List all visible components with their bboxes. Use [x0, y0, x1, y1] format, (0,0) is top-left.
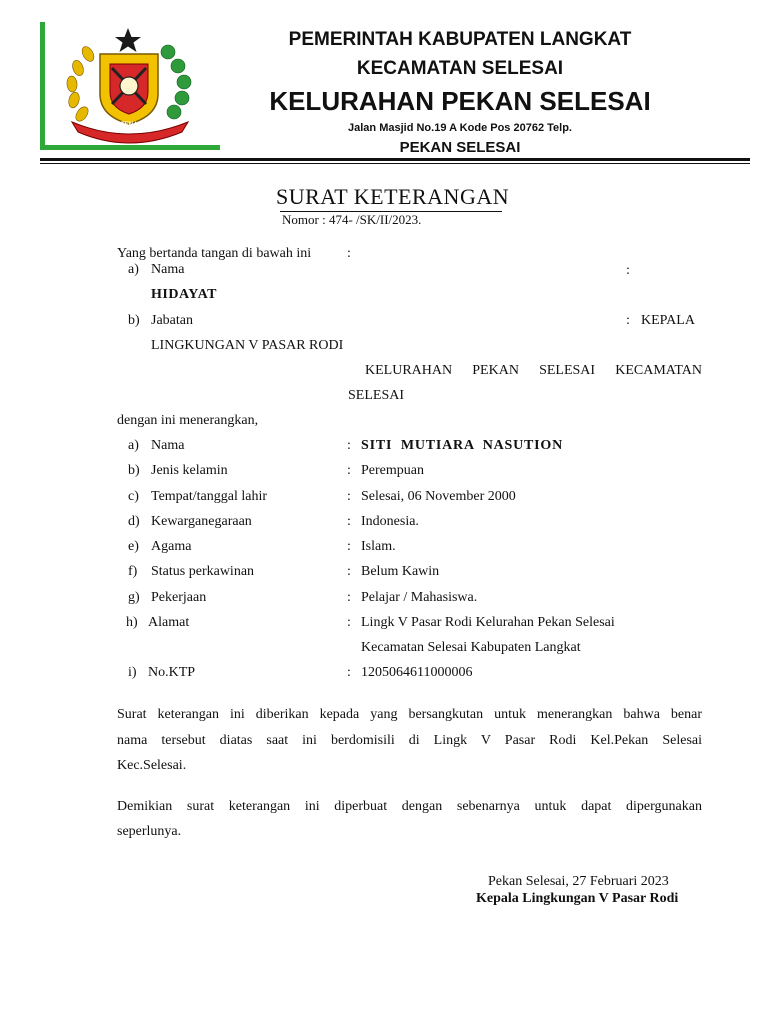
paragraph-1-line-3: Kec.Selesai.	[117, 758, 187, 773]
intro-colon: :	[347, 246, 351, 261]
field-label: No.KTP	[148, 665, 196, 680]
document-number: Nomor : 474- /SK/II/2023.	[282, 212, 422, 227]
header-place: PEKAN SELESAI	[399, 139, 521, 156]
signer-position-value-2: LINGKUNGAN V PASAR RODI	[151, 338, 344, 353]
field-label: Status perkawinan	[151, 564, 255, 579]
signer-position-colon: :	[626, 313, 630, 328]
paragraph-2-line-1: Demikian surat keterangan ini diperbuat dengan sebenarnya untuk dapat dipergunakan	[117, 799, 702, 814]
field-value: Pelajar / Mahasiswa.	[361, 590, 478, 605]
signer-position-value-3: KELURAHAN PEKAN SELESAI KECAMATAN	[365, 363, 702, 378]
header-frame-horizontal	[40, 145, 220, 150]
signer-name-colon: :	[626, 263, 630, 278]
header-government: PEMERINTAH KABUPATEN LANGKAT	[288, 29, 632, 50]
field-value: Perempuan	[361, 463, 424, 478]
field-colon: :	[347, 514, 351, 529]
field-value: Lingk V Pasar Rodi Kelurahan Pekan Selesai	[361, 615, 615, 630]
header-kecamatan: KECAMATAN SELESAI	[356, 58, 564, 79]
field-letter: c)	[128, 489, 139, 504]
field-value: 1205064611000006	[361, 665, 473, 680]
field-letter: d)	[128, 514, 140, 529]
field-label: Agama	[151, 539, 192, 554]
field-label: Pekerjaan	[151, 590, 207, 605]
intro-text: Yang bertanda tangan di bawah ini	[117, 246, 312, 261]
field-letter: b)	[128, 463, 140, 478]
address-value-line2: Kecamatan Selesai Kabupaten Langkat	[361, 640, 581, 655]
header-kelurahan: KELURAHAN PEKAN SELESAI	[269, 86, 651, 116]
signer-position-letter: b)	[128, 313, 140, 328]
field-label: Alamat	[148, 615, 190, 630]
signer-position-value-4: SELESAI	[348, 388, 404, 403]
header-address: Jalan Masjid No.19 A Kode Pos 20762 Telp.	[348, 122, 572, 134]
field-letter: h)	[126, 615, 138, 630]
field-letter: f)	[128, 564, 138, 579]
field-value: SITI MUTIARA NASUTION	[361, 438, 563, 453]
field-label: Tempat/tanggal lahir	[151, 489, 268, 504]
field-colon: :	[347, 438, 351, 453]
field-colon: :	[347, 489, 351, 504]
field-colon: :	[347, 665, 351, 680]
place-date: Pekan Selesai, 27 Februari 2023	[488, 874, 669, 889]
field-value: Indonesia.	[361, 514, 419, 529]
signer-name-letter: a)	[128, 262, 139, 277]
logo-banner-text: KABUPATEN LANGKAT	[96, 122, 164, 128]
field-colon: :	[347, 463, 351, 478]
paragraph-2-line-2: seperlunya.	[117, 824, 182, 839]
field-letter: e)	[128, 539, 139, 554]
field-letter: i)	[128, 665, 137, 680]
signer-name-value: HIDAYAT	[151, 287, 218, 302]
header-frame-vertical	[40, 22, 45, 150]
field-letter: g)	[128, 590, 140, 605]
signer-position-label: Jabatan	[151, 313, 193, 328]
signer-position-value-1: KEPALA	[641, 313, 695, 328]
paragraph-1-line-2: nama tersebut diatas saat ini berdomisili di Lingk V Pasar Rodi Kel.Pekan Selesai	[117, 733, 702, 748]
field-colon: :	[347, 564, 351, 579]
field-label: Nama	[151, 438, 185, 453]
field-value: Islam.	[361, 539, 396, 554]
field-value: Belum Kawin	[361, 564, 440, 579]
header-rule-thick	[40, 158, 750, 161]
field-colon: :	[347, 590, 351, 605]
signer-title: Kepala Lingkungan V Pasar Rodi	[476, 891, 679, 906]
field-colon: :	[347, 615, 351, 630]
field-colon: :	[347, 539, 351, 554]
field-label: Jenis kelamin	[151, 463, 228, 478]
signer-name-label: Nama	[151, 262, 185, 277]
paragraph-1-line-1: Surat keterangan ini diberikan kepada yang bersangkutan untuk menerangkan bahwa benar	[117, 707, 702, 722]
field-value: Selesai, 06 November 2000	[361, 489, 516, 504]
header-rule-thin	[40, 163, 750, 164]
field-letter: a)	[128, 438, 139, 453]
field-label: Kewarganegaraan	[151, 514, 252, 529]
declaration-text: dengan ini menerangkan,	[117, 413, 259, 428]
kabupaten-langkat-logo	[60, 24, 200, 144]
document-title: SURAT KETERANGAN	[276, 184, 510, 209]
